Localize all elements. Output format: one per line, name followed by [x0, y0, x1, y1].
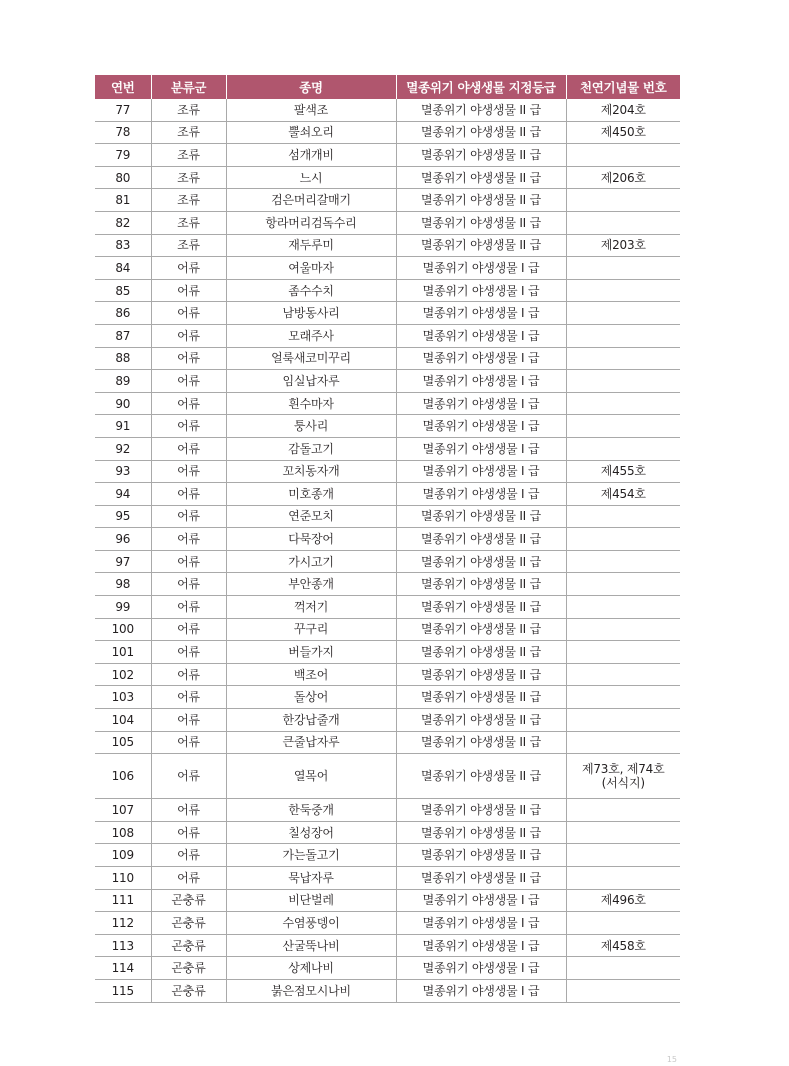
- cell-taxon-group: 조류: [151, 189, 226, 212]
- cell-endangered-grade: 멸종위기 야생생물 I 급: [396, 370, 566, 393]
- cell-species-name: 부안종개: [226, 573, 396, 596]
- table-row: [95, 573, 680, 596]
- cell-serial: 79: [95, 144, 151, 167]
- cell-endangered-grade: 멸종위기 야생생물 II 급: [396, 573, 566, 596]
- table-row: [95, 618, 680, 641]
- cell-serial: 92: [95, 437, 151, 460]
- cell-serial: 94: [95, 483, 151, 506]
- cell-serial: 78: [95, 121, 151, 144]
- table-row: [95, 347, 680, 370]
- table-row: [95, 99, 680, 121]
- cell-serial: 104: [95, 709, 151, 732]
- cell-endangered-grade: 멸종위기 야생생물 I 급: [396, 912, 566, 935]
- cell-natural-monument-no: [566, 957, 680, 980]
- cell-serial: 97: [95, 550, 151, 573]
- cell-species-name: 꼬치동자개: [226, 460, 396, 483]
- table-row: [95, 324, 680, 347]
- cell-species-name: 꾸구리: [226, 618, 396, 641]
- cell-natural-monument-no: [566, 302, 680, 325]
- cell-species-name: 얼룩새코미꾸리: [226, 347, 396, 370]
- cell-natural-monument-no: [566, 211, 680, 234]
- cell-taxon-group: 어류: [151, 347, 226, 370]
- cell-species-name: 산굴뚝나비: [226, 934, 396, 957]
- cell-endangered-grade: 멸종위기 야생생물 I 급: [396, 279, 566, 302]
- table-row: [95, 844, 680, 867]
- cell-natural-monument-no: [566, 821, 680, 844]
- cell-species-name: 한둑중개: [226, 799, 396, 822]
- cell-taxon-group: 어류: [151, 528, 226, 551]
- cell-species-name: 팔색조: [226, 99, 396, 121]
- cell-serial: 83: [95, 234, 151, 257]
- cell-serial: 101: [95, 641, 151, 664]
- cell-serial: 93: [95, 460, 151, 483]
- cell-endangered-grade: 멸종위기 야생생물 II 급: [396, 867, 566, 890]
- cell-taxon-group: 곤충류: [151, 957, 226, 980]
- cell-taxon-group: 조류: [151, 234, 226, 257]
- table-row: [95, 211, 680, 234]
- table-row: [95, 166, 680, 189]
- cell-taxon-group: 곤충류: [151, 979, 226, 1002]
- cell-serial: 112: [95, 912, 151, 935]
- cell-natural-monument-no: [566, 370, 680, 393]
- cell-serial: 91: [95, 415, 151, 438]
- cell-species-name: 미호종개: [226, 483, 396, 506]
- cell-natural-monument-no: [566, 550, 680, 573]
- cell-natural-monument-no: [566, 144, 680, 167]
- cell-endangered-grade: 멸종위기 야생생물 I 급: [396, 392, 566, 415]
- cell-endangered-grade: 멸종위기 야생생물 I 급: [396, 889, 566, 912]
- cell-serial: 95: [95, 505, 151, 528]
- cell-endangered-grade: 멸종위기 야생생물 I 급: [396, 483, 566, 506]
- cell-natural-monument-no: [566, 979, 680, 1002]
- cell-endangered-grade: 멸종위기 야생생물 I 급: [396, 415, 566, 438]
- cell-serial: 109: [95, 844, 151, 867]
- table-row: [95, 731, 680, 754]
- table-row: [95, 257, 680, 280]
- cell-serial: 85: [95, 279, 151, 302]
- cell-taxon-group: 곤충류: [151, 912, 226, 935]
- cell-species-name: 큰줄납자루: [226, 731, 396, 754]
- cell-serial: 96: [95, 528, 151, 551]
- cell-natural-monument-no: [566, 731, 680, 754]
- cell-natural-monument-no: [566, 415, 680, 438]
- table-row: [95, 821, 680, 844]
- cell-taxon-group: 어류: [151, 279, 226, 302]
- cell-natural-monument-no: [566, 189, 680, 212]
- cell-species-name: 연준모치: [226, 505, 396, 528]
- cell-serial: 87: [95, 324, 151, 347]
- table-body: [95, 99, 680, 1002]
- table-row: [95, 528, 680, 551]
- cell-taxon-group: 어류: [151, 596, 226, 619]
- cell-species-name: 돌상어: [226, 686, 396, 709]
- cell-natural-monument-no: [566, 392, 680, 415]
- cell-natural-monument-no: [566, 324, 680, 347]
- table-row: [95, 370, 680, 393]
- cell-natural-monument-no: [566, 912, 680, 935]
- cell-serial: 80: [95, 166, 151, 189]
- cell-endangered-grade: 멸종위기 야생생물 II 급: [396, 663, 566, 686]
- cell-endangered-grade: 멸종위기 야생생물 II 급: [396, 550, 566, 573]
- cell-natural-monument-no: [566, 799, 680, 822]
- cell-endangered-grade: 멸종위기 야생생물 II 급: [396, 528, 566, 551]
- cell-natural-monument-no: [566, 867, 680, 890]
- table-row: [95, 979, 680, 1002]
- cell-endangered-grade: 멸종위기 야생생물 I 급: [396, 979, 566, 1002]
- cell-natural-monument-no: 제206호: [566, 166, 680, 189]
- cell-endangered-grade: 멸종위기 야생생물 II 급: [396, 618, 566, 641]
- cell-serial: 115: [95, 979, 151, 1002]
- cell-natural-monument-no: [566, 528, 680, 551]
- cell-species-name: 붉은점모시나비: [226, 979, 396, 1002]
- cell-endangered-grade: 멸종위기 야생생물 II 급: [396, 189, 566, 212]
- cell-taxon-group: 어류: [151, 618, 226, 641]
- table-row: [95, 957, 680, 980]
- table-row: [95, 709, 680, 732]
- cell-natural-monument-no: [566, 279, 680, 302]
- cell-serial: 114: [95, 957, 151, 980]
- cell-serial: 100: [95, 618, 151, 641]
- cell-natural-monument-no: [566, 663, 680, 686]
- cell-natural-monument-no: 제496호: [566, 889, 680, 912]
- cell-natural-monument-no: [566, 641, 680, 664]
- cell-taxon-group: 곤충류: [151, 889, 226, 912]
- cell-species-name: 남방동사리: [226, 302, 396, 325]
- cell-taxon-group: 어류: [151, 799, 226, 822]
- cell-serial: 84: [95, 257, 151, 280]
- cell-serial: 102: [95, 663, 151, 686]
- table-row: [95, 889, 680, 912]
- cell-taxon-group: 어류: [151, 844, 226, 867]
- table-row: [95, 505, 680, 528]
- cell-taxon-group: 어류: [151, 686, 226, 709]
- cell-endangered-grade: 멸종위기 야생생물 II 급: [396, 505, 566, 528]
- cell-species-name: 여울마자: [226, 257, 396, 280]
- table-row: [95, 302, 680, 325]
- table-row: [95, 550, 680, 573]
- cell-taxon-group: 어류: [151, 460, 226, 483]
- table-row: [95, 437, 680, 460]
- table-row: [95, 663, 680, 686]
- cell-endangered-grade: 멸종위기 야생생물 II 급: [396, 731, 566, 754]
- cell-taxon-group: 어류: [151, 709, 226, 732]
- table-row: [95, 392, 680, 415]
- cell-serial: 98: [95, 573, 151, 596]
- cell-natural-monument-no: [566, 573, 680, 596]
- cell-species-name: 비단벌레: [226, 889, 396, 912]
- cell-endangered-grade: 멸종위기 야생생물 II 급: [396, 166, 566, 189]
- cell-species-name: 검은머리갈매기: [226, 189, 396, 212]
- cell-species-name: 칠성장어: [226, 821, 396, 844]
- cell-endangered-grade: 멸종위기 야생생물 II 급: [396, 799, 566, 822]
- cell-serial: 89: [95, 370, 151, 393]
- cell-serial: 103: [95, 686, 151, 709]
- cell-endangered-grade: 멸종위기 야생생물 I 급: [396, 302, 566, 325]
- cell-species-name: 재두루미: [226, 234, 396, 257]
- cell-serial: 110: [95, 867, 151, 890]
- cell-serial: 86: [95, 302, 151, 325]
- cell-taxon-group: 어류: [151, 731, 226, 754]
- table-row: [95, 460, 680, 483]
- cell-species-name: 상제나비: [226, 957, 396, 980]
- cell-serial: 77: [95, 99, 151, 121]
- cell-endangered-grade: 멸종위기 야생생물 I 급: [396, 934, 566, 957]
- cell-taxon-group: 어류: [151, 257, 226, 280]
- cell-natural-monument-no: 제73호, 제74호 (서식지): [566, 754, 680, 799]
- header-endangered-grade: 멸종위기 야생생물 지정등급: [396, 75, 566, 99]
- cell-endangered-grade: 멸종위기 야생생물 II 급: [396, 121, 566, 144]
- cell-endangered-grade: 멸종위기 야생생물 II 급: [396, 234, 566, 257]
- cell-taxon-group: 어류: [151, 821, 226, 844]
- cell-species-name: 수염풍뎅이: [226, 912, 396, 935]
- cell-endangered-grade: 멸종위기 야생생물 II 급: [396, 99, 566, 121]
- cell-taxon-group: 어류: [151, 392, 226, 415]
- species-table: [95, 75, 680, 1003]
- cell-species-name: 섬개개비: [226, 144, 396, 167]
- cell-natural-monument-no: 제454호: [566, 483, 680, 506]
- cell-natural-monument-no: [566, 257, 680, 280]
- header-serial: 연번: [95, 75, 151, 99]
- cell-endangered-grade: 멸종위기 야생생물 II 급: [396, 821, 566, 844]
- cell-taxon-group: 어류: [151, 324, 226, 347]
- header-species-name: 종명: [226, 75, 396, 99]
- cell-endangered-grade: 멸종위기 야생생물 II 급: [396, 211, 566, 234]
- cell-species-name: 다묵장어: [226, 528, 396, 551]
- cell-endangered-grade: 멸종위기 야생생물 I 급: [396, 347, 566, 370]
- cell-endangered-grade: 멸종위기 야생생물 I 급: [396, 257, 566, 280]
- cell-taxon-group: 어류: [151, 663, 226, 686]
- cell-species-name: 모래주사: [226, 324, 396, 347]
- cell-natural-monument-no: [566, 596, 680, 619]
- cell-serial: 82: [95, 211, 151, 234]
- cell-taxon-group: 조류: [151, 99, 226, 121]
- cell-natural-monument-no: [566, 505, 680, 528]
- cell-species-name: 버들가지: [226, 641, 396, 664]
- cell-serial: 113: [95, 934, 151, 957]
- cell-endangered-grade: 멸종위기 야생생물 II 급: [396, 686, 566, 709]
- cell-serial: 111: [95, 889, 151, 912]
- cell-serial: 108: [95, 821, 151, 844]
- cell-endangered-grade: 멸종위기 야생생물 II 급: [396, 144, 566, 167]
- cell-natural-monument-no: [566, 618, 680, 641]
- cell-species-name: 가는돌고기: [226, 844, 396, 867]
- cell-species-name: 묵납자루: [226, 867, 396, 890]
- cell-natural-monument-no: 제458호: [566, 934, 680, 957]
- table-row: [95, 686, 680, 709]
- cell-serial: 81: [95, 189, 151, 212]
- cell-taxon-group: 어류: [151, 505, 226, 528]
- table-row: [95, 912, 680, 935]
- cell-species-name: 항라머리검독수리: [226, 211, 396, 234]
- table-row: [95, 279, 680, 302]
- table-row: [95, 234, 680, 257]
- cell-endangered-grade: 멸종위기 야생생물 I 급: [396, 324, 566, 347]
- cell-serial: 107: [95, 799, 151, 822]
- table-row: [95, 189, 680, 212]
- cell-endangered-grade: 멸종위기 야생생물 II 급: [396, 844, 566, 867]
- cell-natural-monument-no: 제455호: [566, 460, 680, 483]
- cell-taxon-group: 어류: [151, 867, 226, 890]
- cell-endangered-grade: 멸종위기 야생생물 II 급: [396, 641, 566, 664]
- cell-species-name: 꺽저기: [226, 596, 396, 619]
- cell-natural-monument-no: 제450호: [566, 121, 680, 144]
- header-natural-monument-no: 천연기념물 번호: [566, 75, 680, 99]
- table-row: [95, 799, 680, 822]
- table-row: [95, 754, 680, 799]
- cell-species-name: 느시: [226, 166, 396, 189]
- cell-natural-monument-no: [566, 686, 680, 709]
- cell-species-name: 가시고기: [226, 550, 396, 573]
- cell-species-name: 임실납자루: [226, 370, 396, 393]
- cell-endangered-grade: 멸종위기 야생생물 II 급: [396, 596, 566, 619]
- cell-taxon-group: 조류: [151, 166, 226, 189]
- table-row: [95, 596, 680, 619]
- table-row: [95, 121, 680, 144]
- cell-serial: 90: [95, 392, 151, 415]
- cell-taxon-group: 어류: [151, 641, 226, 664]
- cell-natural-monument-no: [566, 347, 680, 370]
- cell-species-name: 한강납줄개: [226, 709, 396, 732]
- cell-endangered-grade: 멸종위기 야생생물 II 급: [396, 709, 566, 732]
- cell-natural-monument-no: 제204호: [566, 99, 680, 121]
- cell-species-name: 흰수마자: [226, 392, 396, 415]
- cell-taxon-group: 조류: [151, 121, 226, 144]
- table-row: [95, 483, 680, 506]
- cell-taxon-group: 어류: [151, 370, 226, 393]
- cell-endangered-grade: 멸종위기 야생생물 I 급: [396, 957, 566, 980]
- cell-species-name: 백조어: [226, 663, 396, 686]
- table-row: [95, 415, 680, 438]
- cell-natural-monument-no: [566, 709, 680, 732]
- header-taxon-group: 분류군: [151, 75, 226, 99]
- cell-taxon-group: 어류: [151, 754, 226, 799]
- cell-endangered-grade: 멸종위기 야생생물 I 급: [396, 437, 566, 460]
- table-row: [95, 934, 680, 957]
- cell-species-name: 좀수수치: [226, 279, 396, 302]
- cell-serial: 99: [95, 596, 151, 619]
- cell-species-name: 뿔쇠오리: [226, 121, 396, 144]
- cell-natural-monument-no: [566, 437, 680, 460]
- table-row: [95, 867, 680, 890]
- cell-species-name: 감돌고기: [226, 437, 396, 460]
- cell-taxon-group: 어류: [151, 302, 226, 325]
- cell-taxon-group: 조류: [151, 144, 226, 167]
- cell-taxon-group: 어류: [151, 483, 226, 506]
- cell-taxon-group: 조류: [151, 211, 226, 234]
- cell-species-name: 열목어: [226, 754, 396, 799]
- cell-endangered-grade: 멸종위기 야생생물 I 급: [396, 460, 566, 483]
- cell-taxon-group: 어류: [151, 437, 226, 460]
- cell-natural-monument-no: 제203호: [566, 234, 680, 257]
- cell-serial: 88: [95, 347, 151, 370]
- cell-endangered-grade: 멸종위기 야생생물 II 급: [396, 754, 566, 799]
- cell-taxon-group: 어류: [151, 415, 226, 438]
- cell-serial: 106: [95, 754, 151, 799]
- cell-natural-monument-no: [566, 844, 680, 867]
- cell-species-name: 퉁사리: [226, 415, 396, 438]
- cell-taxon-group: 어류: [151, 573, 226, 596]
- cell-taxon-group: 어류: [151, 550, 226, 573]
- table-header: [95, 75, 680, 99]
- table-row: [95, 641, 680, 664]
- table-row: [95, 144, 680, 167]
- cell-taxon-group: 곤충류: [151, 934, 226, 957]
- page-number: 15: [666, 1055, 677, 1064]
- cell-serial: 105: [95, 731, 151, 754]
- header-row: [95, 75, 680, 99]
